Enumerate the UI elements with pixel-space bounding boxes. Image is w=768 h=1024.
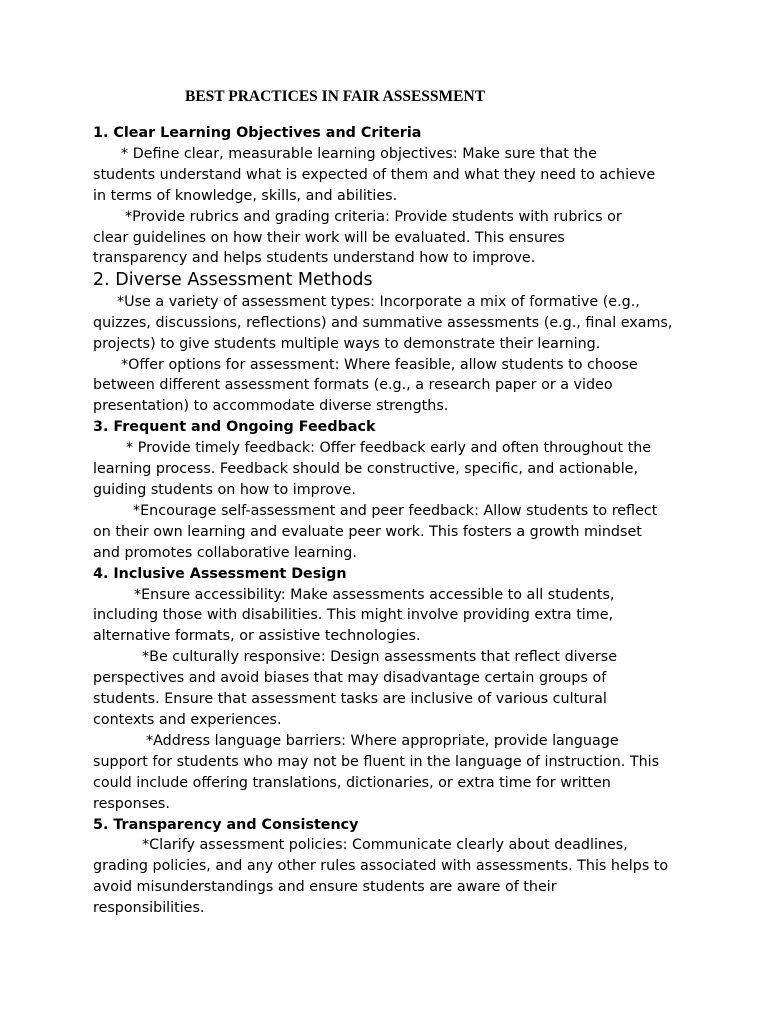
text-line: *Provide rubrics and grading criteria: Provide students with rubrics or bbox=[125, 208, 622, 225]
text-line: students understand what is expected of them and what they need to achieve bbox=[93, 166, 656, 183]
text-line: responsibilities. bbox=[93, 900, 205, 917]
bullet-item bbox=[93, 647, 683, 731]
text-line: projects) to give students multiple ways to demonstrate their learning. bbox=[93, 335, 601, 352]
text-line: * Define clear, measurable learning objectives: Make sure that the bbox=[121, 145, 597, 162]
section-heading: 4. Inclusive Assessment Design bbox=[93, 565, 347, 582]
text-line: between different assessment formats (e.g., a research paper or a video bbox=[93, 377, 613, 394]
section-heading: 2. Diverse Assessment Methods bbox=[93, 270, 373, 291]
text-line: contexts and experiences. bbox=[93, 711, 282, 728]
text-line: support for students who may not be fluent in the language of instruction. This bbox=[93, 753, 660, 770]
text-line: quizzes, discussions, reflections) and summative assessments (e.g., final exams, bbox=[93, 314, 673, 331]
bullet-item bbox=[93, 207, 683, 270]
section-4 bbox=[93, 564, 683, 815]
section-heading: 3. Frequent and Ongoing Feedback bbox=[93, 419, 376, 436]
text-line: *Be culturally responsive: Design assessments that reflect diverse bbox=[142, 649, 617, 666]
bullet-item bbox=[93, 501, 683, 564]
text-line: and promotes collaborative learning. bbox=[93, 544, 357, 561]
text-line: students. Ensure that assessment tasks are inclusive of various cultural bbox=[93, 691, 607, 708]
text-line: could include offering translations, dictionaries, or extra time for written bbox=[93, 774, 611, 791]
text-line: learning process. Feedback should be constructive, specific, and actionable, bbox=[93, 461, 639, 478]
text-line: avoid misunderstandings and ensure students are aware of their bbox=[93, 879, 557, 896]
text-line: *Clarify assessment policies: Communicate clearly about deadlines, bbox=[142, 837, 628, 854]
bullet-item bbox=[93, 585, 683, 648]
text-line: on their own learning and evaluate peer work. This fosters a growth mindset bbox=[93, 523, 642, 540]
section-heading: 5. Transparency and Consistency bbox=[93, 816, 359, 833]
text-line: presentation) to accommodate diverse strengths. bbox=[93, 398, 449, 415]
section-heading: 1. Clear Learning Objectives and Criteria bbox=[93, 125, 422, 141]
document-body bbox=[93, 123, 683, 919]
section-1 bbox=[93, 123, 683, 269]
text-line: clear guidelines on how their work will be evaluated. This ensures bbox=[93, 229, 565, 246]
bullet-item bbox=[93, 731, 683, 815]
text-line: * Provide timely feedback: Offer feedback early and often throughout the bbox=[126, 440, 652, 457]
text-line: perspectives and avoid biases that may disadvantage certain groups of bbox=[93, 670, 607, 687]
text-line: *Encourage self-assessment and peer feedback: Allow students to reflect bbox=[133, 502, 658, 519]
bullet-item bbox=[93, 835, 683, 919]
bullet-item bbox=[93, 144, 683, 207]
document-title: BEST PRACTICES IN FAIR ASSESSMENT bbox=[185, 88, 486, 105]
section-5 bbox=[93, 815, 683, 920]
text-line: alternative formats, or assistive technologies. bbox=[93, 628, 421, 645]
text-line: responses. bbox=[93, 795, 170, 812]
text-line: *Address language barriers: Where appropriate, provide language bbox=[146, 732, 619, 749]
text-line: including those with disabilities. This might involve providing extra time, bbox=[93, 607, 614, 624]
section-3 bbox=[93, 417, 683, 563]
bullet-item bbox=[93, 438, 683, 501]
section-2 bbox=[93, 269, 683, 417]
text-line: *Ensure accessibility: Make assessments accessible to all students, bbox=[134, 586, 615, 603]
text-line: grading policies, and any other rules associated with assessments. This helps to bbox=[93, 858, 669, 875]
bullet-item bbox=[93, 292, 683, 355]
text-line: in terms of knowledge, skills, and abilities. bbox=[93, 187, 398, 204]
text-line: *Use a variety of assessment types: Incorporate a mix of formative (e.g., bbox=[117, 293, 640, 310]
text-line: transparency and helps students understand how to improve. bbox=[93, 250, 536, 267]
bullet-item bbox=[93, 355, 683, 418]
text-line: *Offer options for assessment: Where feasible, allow students to choose bbox=[121, 356, 638, 373]
text-line: guiding students on how to improve. bbox=[93, 482, 356, 498]
